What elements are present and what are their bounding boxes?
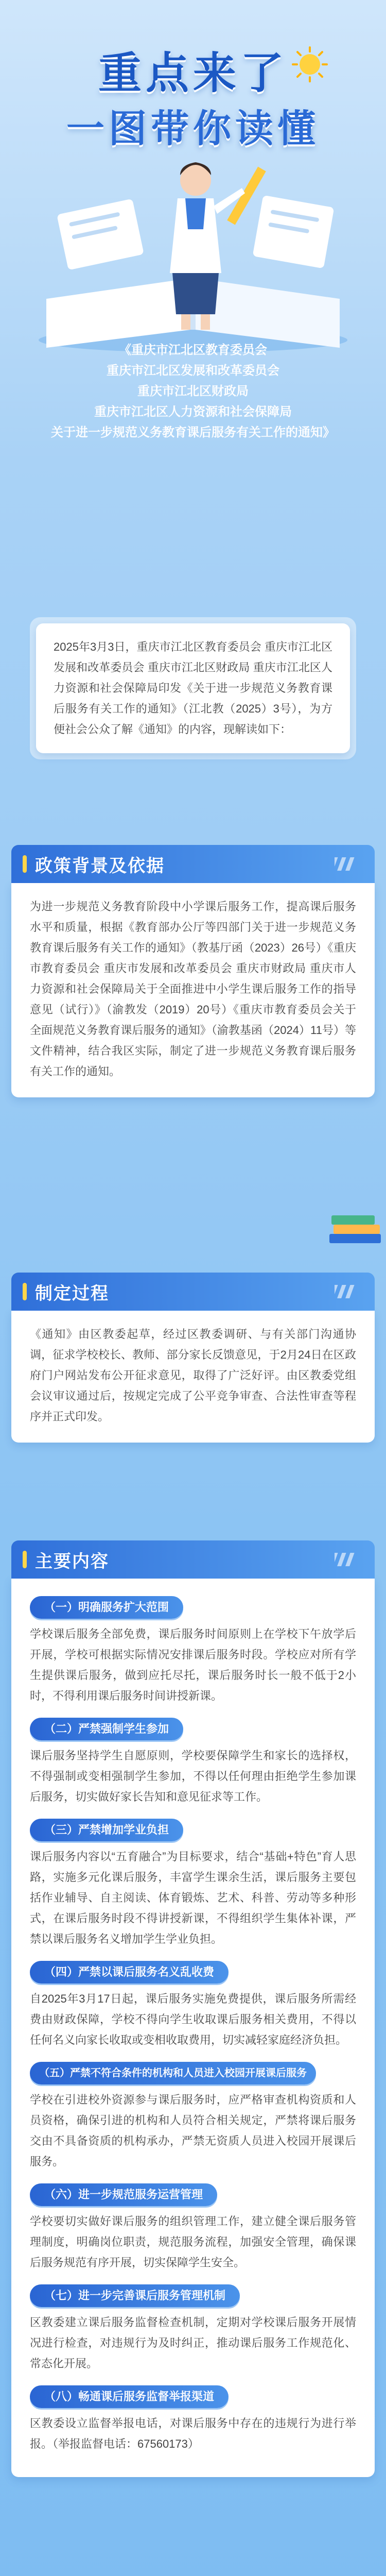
lightbulb-icon	[291, 45, 329, 83]
content-item	[30, 1815, 356, 1950]
header-accent-bar	[23, 855, 27, 873]
header-accent-bar	[23, 1283, 27, 1300]
content-item-tag: （二）严禁强制学生参加	[30, 1718, 183, 1740]
stripes-icon	[335, 1283, 365, 1300]
section-title: 政策背景及依据	[35, 856, 165, 876]
content-item-tag: （一）明确服务扩大范围	[30, 1596, 183, 1619]
content-item-tag: （五）严禁不符合条件的机构和人员进入校园开展课后服务	[30, 2062, 316, 2084]
content-item	[30, 2058, 356, 2172]
header-accent-bar	[23, 1551, 27, 1568]
stripes-icon	[335, 1551, 365, 1568]
section-title: 主要内容	[35, 1551, 109, 1571]
content-item-tag: （三）严禁增加学业负担	[30, 1819, 183, 1841]
content-item	[30, 1714, 356, 1807]
content-item-tag: （七）进一步完善课后服务管理机制	[30, 2284, 240, 2307]
intro-text: 2025年3月3日，重庆市江北区教育委员会 重庆市江北区发展和改革委员会 重庆市江北区财政局 重庆市江北区人力资源和社会保障局印发《关于进一步规范义务教育课后服务有关工作的通知》（江北教（2025）3号），为方便社会公众了解《通知》的内容，现解读如下：	[54, 640, 332, 736]
intro-card	[36, 623, 350, 753]
content-item-text: 学校要切实做好课后服务的组织管理工作，建立健全课后服务管理制度，明确岗位职责，规范服务流程，加强安全管理，确保课后服务规范有序开展，切实保障学生安全。	[30, 2215, 356, 2269]
stripes-icon	[335, 855, 365, 873]
section-header	[11, 1540, 375, 1579]
issuer-line: 关于进一步规范义务教育课后服务有关工作的通知》	[51, 426, 335, 439]
section-title: 制定过程	[35, 1283, 109, 1303]
hero-title-line2: 一图带你读懂	[66, 107, 320, 151]
content-item-tag: （四）严禁以课后服务名义乱收费	[30, 1961, 229, 1984]
hero-banner	[0, 0, 386, 592]
content-item	[30, 1957, 356, 2050]
section-content	[11, 1540, 375, 2477]
section-header	[11, 1273, 375, 1311]
books-icon	[324, 1206, 386, 1252]
issuing-authorities	[24, 340, 362, 443]
section-body	[11, 1579, 375, 2477]
content-item-text: 课后服务坚持学生自愿原则，学校要保障学生和家长的选择权，不得强制或变相强制学生参加，不得以任何理由拒绝学生参加课后服务，切实做好家长告知和意见征求等工作。	[30, 1749, 356, 1803]
content-item-text: 学校在引进校外资源参与课后服务时，应严格审查机构资质和人员资格，确保引进的机构和人员符合相关规定，严禁将课后服务交由不具备资质的机构承办，严禁无资质人员进入校园开展课后服务。	[30, 2093, 356, 2168]
section-header	[11, 845, 375, 883]
issuer-line: 重庆市江北区人力资源和社会保障局	[94, 405, 292, 419]
content-item-text: 区教委建立课后服务监督检查机制，定期对学校课后服务开展情况进行检查，对违规行为及时纠正，推动课后服务工作规范化、常态化开展。	[30, 2316, 356, 2370]
content-item	[30, 1592, 356, 1706]
content-item	[30, 2280, 356, 2374]
content-item-tag: （六）进一步规范服务运营管理	[30, 2183, 217, 2206]
content-item-text: 学校课后服务全部免费，课后服务时间原则上在学校下午放学后开展，学校可根据实际情况安排课后服务时段。学校应对所有学生提供课后服务，做到应托尽托，课后服务时长一般不低于2小时，不得利用课后服务时间讲授新课。	[30, 1628, 356, 1702]
issuer-line: 重庆市江北区发展和改革委员会	[107, 364, 279, 378]
hero-title-line1: 重点来了	[98, 48, 288, 98]
content-item	[30, 2179, 356, 2273]
content-item-text: 区教委设立监督举报电话，对课后服务中存在的违规行为进行举报。（举报监督电话：67560173）	[30, 2417, 356, 2450]
section-text: 《通知》由区教委起草，经过区教委调研、与有关部门沟通协调，征求学校校长、教师、部分家长反馈意见，于2月24日在区政府门户网站发布公开征求意见，取得了广泛好评。由区教委党组会议审议通过后，按规定完成了公平竞争审查、合法性审查等程序并正式印发。	[30, 1328, 356, 1423]
section-text: 为进一步规范义务教育阶段中小学课后服务工作，提高课后服务水平和质量，根据《教育部办公厅等四部门关于进一步规范义务教育课后服务有关工作的通知》（教基厅函（2023）26号）《重庆市教育委员会 重庆市发展和改革委员会 重庆市财政局 重庆市人力资源和社会保障局关于全面推进中小学生课后服务工作的指导意见（试行）》（渝教发（2019）20号）《重庆市教育委员会关于全面规范义务教育课后服务的通知》（渝教基函（2024）11号）等文件精神，结合我区实际，制定了进一步规范义务教育课后服务有关工作的通知。	[30, 900, 356, 1078]
teacher-illustration	[0, 144, 386, 355]
content-item-text: 自2025年3月17日起，课后服务实施免费提供，课后服务所需经费由财政保障，学校不得向学生收取课后服务相关费用，不得以任何名义向家长收取或变相收取费用，切实减轻家庭经济负担。	[30, 1992, 356, 2046]
section-process	[11, 1273, 375, 1443]
section-body	[11, 883, 375, 1097]
content-item-tag: （八）畅通课后服务监督举报渠道	[30, 2385, 229, 2408]
issuer-line: 《重庆市江北区教育委员会	[119, 343, 267, 357]
section-background	[11, 845, 375, 1097]
content-item	[30, 2381, 356, 2454]
section-body	[11, 1311, 375, 1443]
content-item-text: 课后服务内容以“五育融合”为目标要求，结合“基础+特色”育人思路，实施多元化课后服务，丰富学生课余生活，课后服务主要包括作业辅导、自主阅读、体育锻炼、艺术、科普、劳动等多种形式，在课后服务时段不得讲授新课，不得组织学生集体补课，严禁以课后服务名义增加学生学业负担。	[30, 1850, 356, 1945]
issuer-line: 重庆市江北区财政局	[137, 384, 249, 398]
